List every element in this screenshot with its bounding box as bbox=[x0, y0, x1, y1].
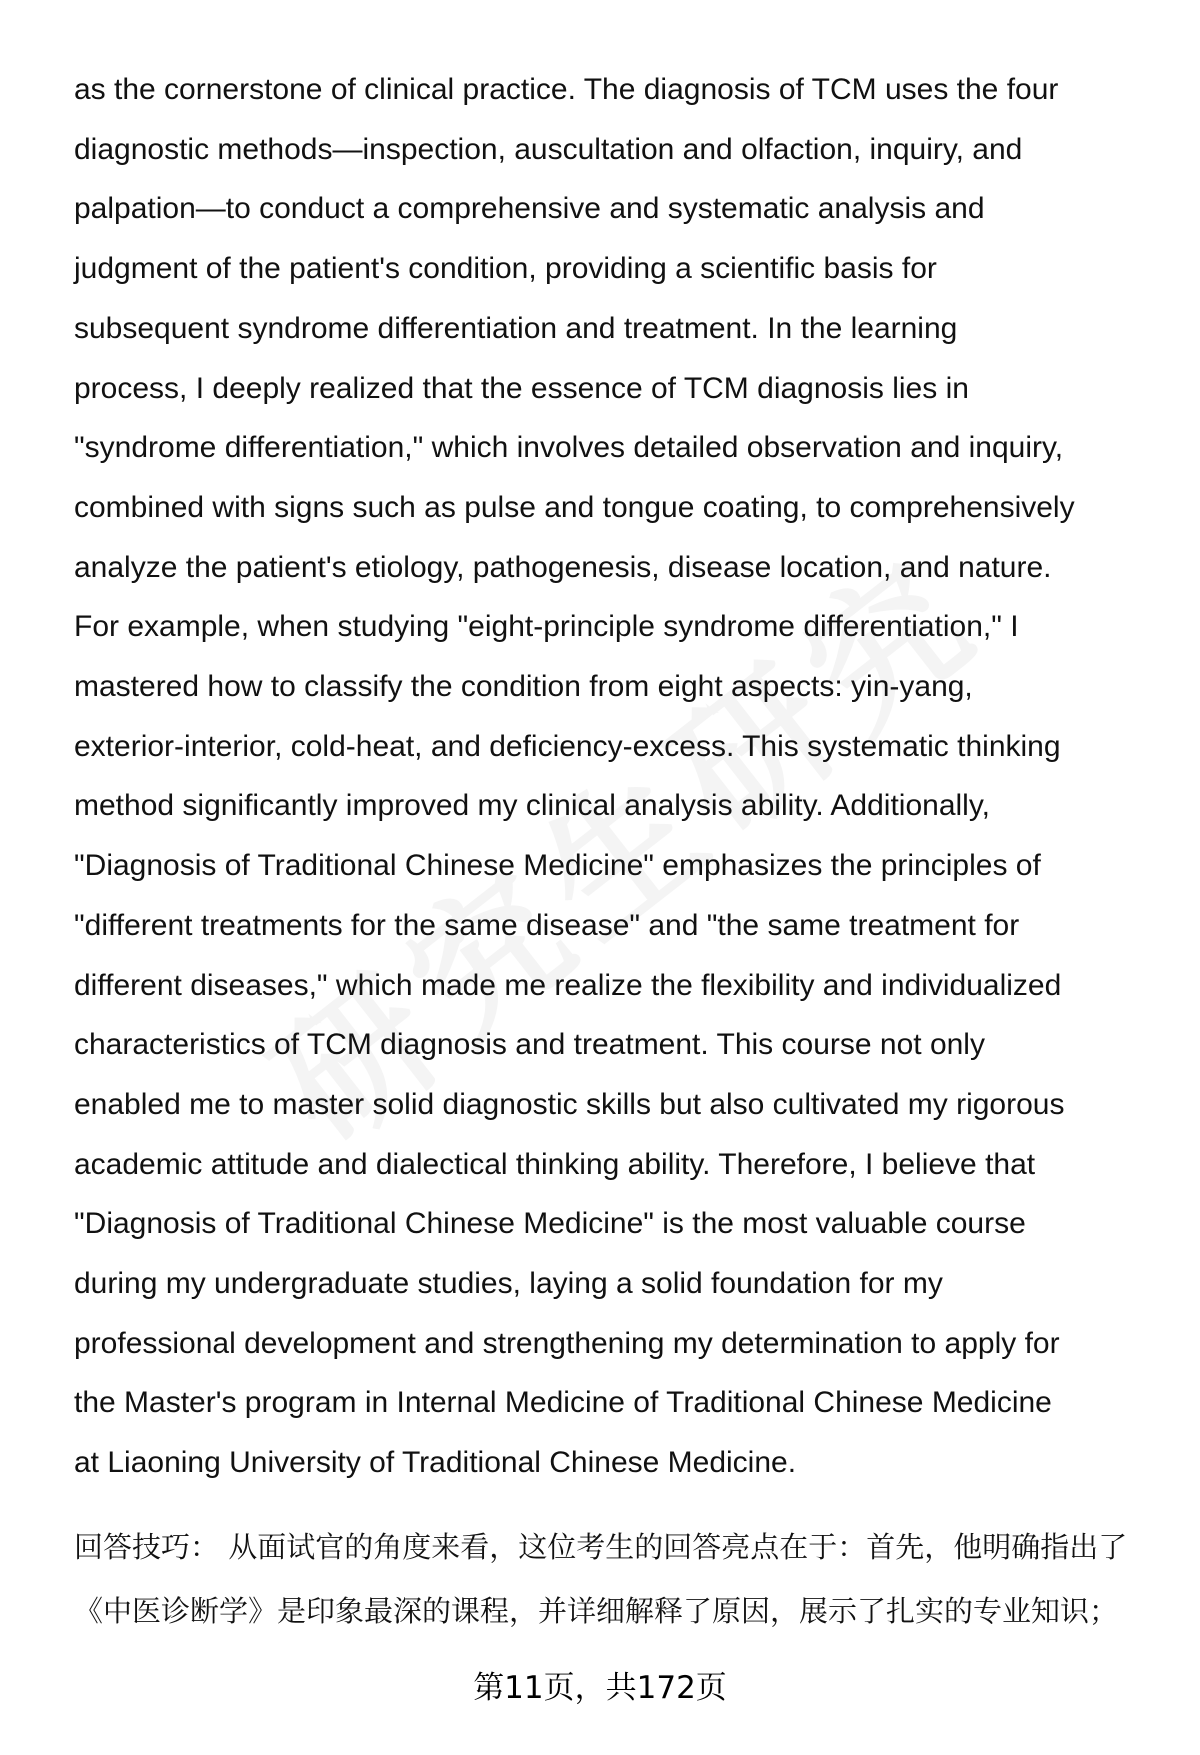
essay-body: as the cornerstone of clinical practice. The diagnosis of TCM uses the four diagnostic methods—inspection, auscultation and olfaction, inquiry, and palpation—to conduct a comprehensive and systematic analysis and judgment of the patient's condition, providing a scientific basis for subsequent syndrome differentiation and treatment. In the learning process, I deeply realized that the essence of TCM diagnosis lies in "syndrome differentiation," which involves detailed observation and inquiry, combined with signs such as pulse and tongue coating, to comprehensively analyze the patient's etiology, pathogenesis, disease location, and nature. For example, when studying "eight-principle syndrome differentiation," I mastered how to classify the condition from eight aspects: yin-yang, exterior-interior, cold-heat, and deficiency-excess. This systematic thinking method significantly improved my clinical analysis ability. Additionally, "Diagnosis of Traditional Chinese Medicine" emphasizes the principles of "different treatments for the same disease" and "the same treatment for different diseases," which made me realize the flexibility and individualized characteristics of TCM diagnosis and treatment. This course not only enabled me to master solid diagnostic skills but also cultivated my rigorous academic attitude and dialectical thinking ability. Therefore, I believe that "Diagnosis of Traditional Chinese Medicine" is the most valuable course during my undergraduate studies, laying a solid foundation for my professional development and strengthening my determination to apply for the Master's program in Internal Medicine of Traditional Chinese Medicine at Liaoning University of Traditional Chinese Medicine. bbox=[74, 73, 1075, 1480]
page-number: 第11页，共172页 bbox=[473, 1670, 727, 1706]
answer-tip: 回答技巧： 从面试官的角度来看，这位考生的回答亮点在于：首先，他明确指出了 《中医诊断学》是印象最深的课程，并详细解释了原因，展示了扎实的专业知识； bbox=[74, 1530, 1128, 1628]
